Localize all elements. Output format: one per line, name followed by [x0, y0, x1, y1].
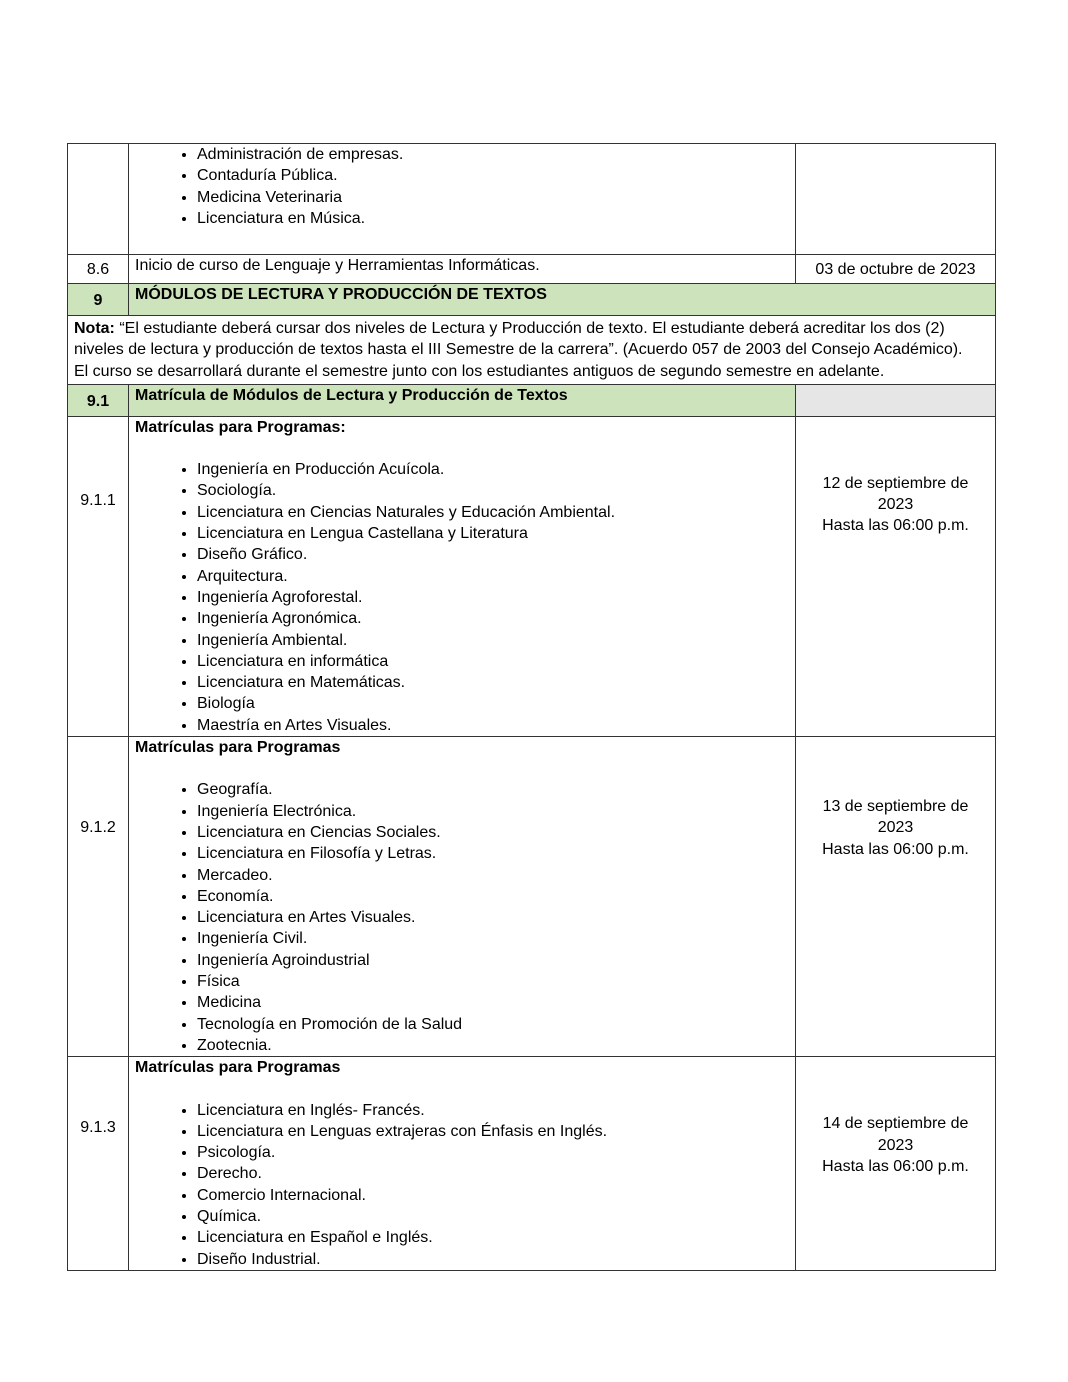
note-text: “El estudiante deberá cursar dos niveles de Lectura y Producción de texto. El estudiante deberá acreditar los dos (2) niveles de lectura y producción de textos hasta el III Semestre de la carrera”. (Acuerdo 057 de 2003 del Consejo Académico). — [74, 320, 963, 359]
section-title: Matrícula de Módulos de Lectura y Producción de Textos — [129, 384, 796, 416]
date-cell — [796, 1057, 996, 1271]
list-item: • Ingeniería Electrónica. — [197, 801, 789, 822]
row-9-1-2 — [68, 737, 996, 1057]
list-item: • Maestría en Artes Visuales. — [197, 715, 789, 736]
continuation-row — [68, 144, 996, 255]
row-9-1-1 — [68, 416, 996, 736]
list-item: • Tecnología en Promoción de la Salud — [197, 1014, 789, 1035]
list-item: • Medicina Veterinaria — [197, 187, 789, 208]
list-item: • Física — [197, 971, 789, 992]
list-item: • Licenciatura en Artes Visuales. — [197, 907, 789, 928]
list-item: • Mercadeo. — [197, 865, 789, 886]
date-cell — [796, 144, 996, 255]
list-item: • Licenciatura en informática — [197, 651, 789, 672]
list-item: • Psicología. — [197, 1142, 789, 1163]
list-item: • Licenciatura en Lengua Castellana y Literatura — [197, 523, 789, 544]
programs-heading: Matrículas para Programas: — [135, 418, 346, 436]
program-list-cell — [129, 144, 796, 255]
program-list — [135, 144, 789, 229]
date-text: 13 de septiembre de 2023 — [822, 798, 969, 837]
row-number: 9.1.2 — [68, 737, 129, 1057]
list-item: • Economía. — [197, 886, 789, 907]
row-8-6 — [68, 255, 996, 284]
note-line-2: El curso se desarrollará durante el semestre junto con los estudiantes antiguos de segundo semestre en adelante. — [74, 362, 885, 380]
list-item: • Licenciatura en Ciencias Naturales y Educación Ambiental. — [197, 502, 789, 523]
program-list-cell — [129, 1057, 796, 1271]
list-item: • Licenciatura en Música. — [197, 208, 789, 229]
section-number: 9 — [68, 284, 129, 316]
row-number: 8.6 — [68, 255, 129, 284]
row-date: 03 de octubre de 2023 — [796, 255, 996, 284]
list-item: • Licenciatura en Filosofía y Letras. — [197, 843, 789, 864]
list-item: • Licenciatura en Matemáticas. — [197, 672, 789, 693]
programs-heading: Matrículas para Programas — [135, 739, 341, 757]
time-limit-text: Hasta las 06:00 p.m. — [822, 517, 969, 535]
programs-heading: Matrículas para Programas — [135, 1059, 341, 1077]
list-item: • Licenciatura en Ciencias Sociales. — [197, 822, 789, 843]
section-9-header — [68, 284, 996, 316]
list-item: • Ingeniería en Producción Acuícola. — [197, 459, 789, 480]
section-number: 9.1 — [68, 384, 129, 416]
row-number-cell — [68, 144, 129, 255]
note-cell — [68, 316, 996, 385]
section-title: MÓDULOS DE LECTURA Y PRODUCCIÓN DE TEXTOS — [129, 284, 996, 316]
list-item: • Licenciatura en Español e Inglés. — [197, 1227, 789, 1248]
list-item: • Geografía. — [197, 779, 789, 800]
list-item: • Ingeniería Civil. — [197, 928, 789, 949]
section-9-1-header — [68, 384, 996, 416]
date-text: 12 de septiembre de 2023 — [822, 474, 969, 514]
list-item: • Biología — [197, 693, 789, 714]
time-limit-text: Hasta las 06:00 p.m. — [822, 1157, 969, 1175]
list-item: • Ingeniería Ambiental. — [197, 630, 789, 651]
list-item: • Diseño Gráfico. — [197, 544, 789, 565]
list-item: • Comercio Internacional. — [197, 1185, 789, 1206]
list-item: • Zootecnia. — [197, 1035, 789, 1056]
list-item: • Arquitectura. — [197, 566, 789, 587]
date-cell — [796, 737, 996, 1057]
list-item: • Diseño Industrial. — [197, 1249, 789, 1270]
list-item: • Administración de empresas. — [197, 144, 789, 165]
list-item: • Contaduría Pública. — [197, 165, 789, 186]
row-9-1-3 — [68, 1057, 996, 1271]
program-list-cell — [129, 737, 796, 1057]
list-item: • Derecho. — [197, 1163, 789, 1184]
row-number: 9.1.3 — [68, 1057, 129, 1271]
list-item: • Sociología. — [197, 480, 789, 501]
program-list — [135, 459, 789, 736]
note-row — [68, 316, 996, 385]
list-item: • Ingeniería Agroforestal. — [197, 587, 789, 608]
date-cell — [796, 416, 996, 736]
schedule-table — [67, 143, 996, 1271]
list-item: • Medicina — [197, 992, 789, 1013]
list-item: • Licenciatura en Lenguas extrajeras con Énfasis en Inglés. — [197, 1121, 789, 1142]
note-label: Nota: — [74, 320, 115, 337]
program-list-cell — [129, 416, 796, 736]
time-limit-text: Hasta las 06:00 p.m. — [822, 840, 969, 858]
list-item: • Licenciatura en Inglés- Francés. — [197, 1100, 789, 1121]
row-description: Inicio de curso de Lenguaje y Herramientas Informáticas. — [129, 255, 796, 284]
list-item: • Ingeniería Agronómica. — [197, 608, 789, 629]
date-text: 14 de septiembre de 2023 — [822, 1115, 969, 1154]
blank-date-cell — [796, 384, 996, 416]
program-list — [135, 1100, 789, 1270]
row-number: 9.1.1 — [68, 416, 129, 736]
list-item: • Química. — [197, 1206, 789, 1227]
program-list — [135, 779, 789, 1056]
list-item: • Ingeniería Agroindustrial — [197, 950, 789, 971]
